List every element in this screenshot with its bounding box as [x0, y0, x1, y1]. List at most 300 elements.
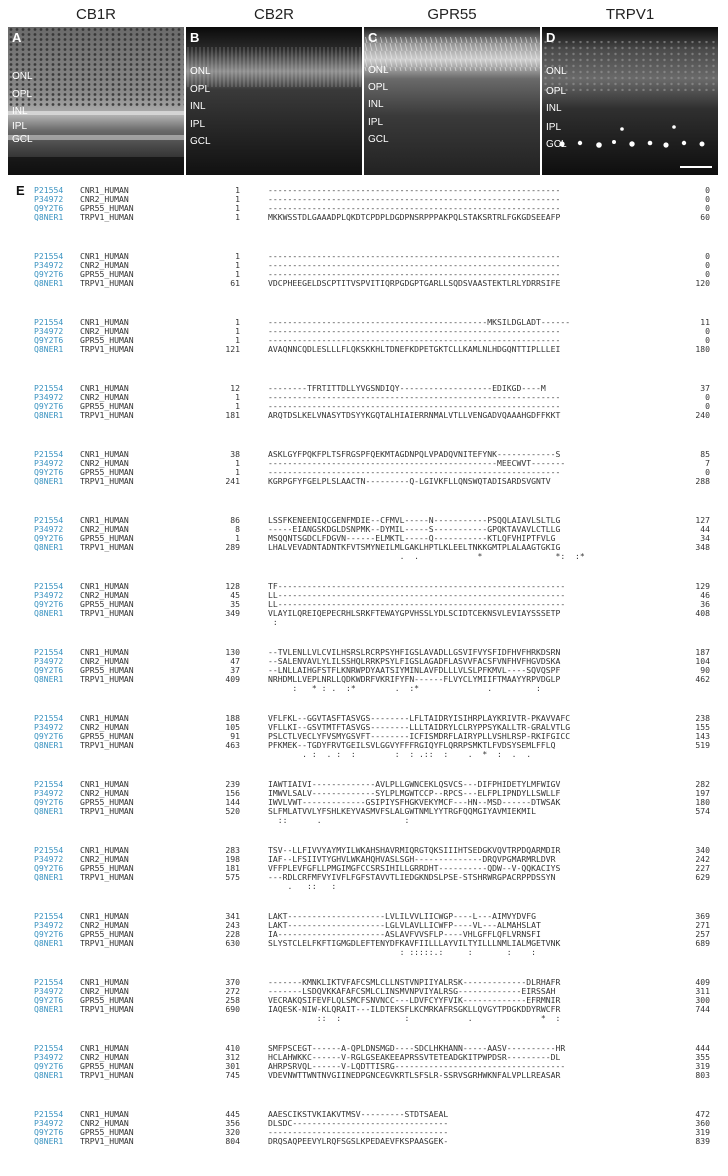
conservation-symbols: . . * *: :*	[268, 551, 585, 561]
alignment-block	[34, 648, 724, 714]
start-position: 341	[225, 911, 240, 921]
sequence: ---------------------------------------------MKSILDGLADT------	[268, 317, 571, 327]
sequence: VFLFKL--GGVTASFTASVGS--------LFLTAIDRYISIHRPLAYKRIVTR-PKAVVAFC	[268, 713, 571, 723]
layer-label-gcl: GCL	[546, 139, 567, 150]
sequence: ------------------------------------------------------------	[268, 260, 561, 270]
conservation-line	[34, 222, 724, 231]
conservation-line	[34, 816, 724, 825]
accession-link: Q8NER1	[34, 212, 64, 222]
accession-link: P34972	[34, 194, 64, 204]
sequence: ------------------------------------------------------------	[268, 203, 561, 213]
start-position: 1	[235, 212, 240, 222]
accession-link: P21554	[34, 251, 64, 261]
sequence: --LNLLAIHGFSTFLKNRWPDYAATSIYMINLAVFDLLLVLSLPFKMVL----SQVQSPF	[268, 665, 561, 675]
sequence: LHALVEVADNTADNTKFVTSMYNEILMLGAKLHPTLKLEELTNKKGMTPLALAAGTGKIG	[268, 542, 561, 552]
accession-link: P34972	[34, 920, 64, 930]
panel-letter-c: C	[368, 30, 378, 45]
end-position: 0	[705, 326, 710, 336]
sequence: --SALENVAVLYLILSSHQLRRKPSYLFIGSLAGADFLASVVFACSFVNFHVFHGVDSKA	[268, 656, 561, 666]
sequence: VLAYILQREIQEPECRHLSRKFTEWAYGPVHSSLYDLSCIDTCEKNSVLEVIAYSSSETP	[268, 608, 561, 618]
layer-label-opl: OPL	[368, 82, 389, 93]
end-position: 340	[695, 845, 710, 855]
conservation-line	[34, 486, 724, 495]
start-position: 37	[230, 665, 240, 675]
end-position: 574	[695, 806, 710, 816]
accession-link: P34972	[34, 788, 64, 798]
sequence: -------KMNKLIKTVFAFCSMLCLLNSTVNPIIYALRSK-------------DLRHAFR	[268, 977, 561, 987]
sequence: ---RDLCRFMFVYIVFLFGFSTAVVTLIEDGKNDSLPSE-STSHRWRGPACRPPDSSYN	[268, 872, 556, 882]
start-position: 1	[235, 260, 240, 270]
accession-link: Q8NER1	[34, 740, 64, 750]
protein-name: TRPV1_HUMAN	[80, 806, 134, 816]
protein-name: TRPV1_HUMAN	[80, 872, 134, 882]
end-position: 155	[695, 722, 710, 732]
alignment-row	[34, 1137, 724, 1146]
layer-label-onl: ONL	[368, 65, 389, 76]
conservation-line	[34, 750, 724, 759]
protein-name: CNR1_HUMAN	[80, 581, 129, 591]
conservation-symbols: : :::::.: : : :	[268, 947, 537, 957]
accession-link: P34972	[34, 656, 64, 666]
start-position: 1	[235, 251, 240, 261]
sequence: -------------------------------------	[268, 1127, 449, 1137]
accession-link: P34972	[34, 326, 64, 336]
start-position: 130	[225, 647, 240, 657]
sequence: VECRAKQSIFEVFLQLSMCFSNVNCC---LDVFCYYFVIK-------------EFRMNIR	[268, 995, 561, 1005]
start-position: 1	[235, 185, 240, 195]
sequence: SLFMLATVVLYFSHLKEYVASMVFSLALGWTNMLYYTRGFQQMGIYAVMIEKMIL	[268, 806, 537, 816]
end-position: 240	[695, 410, 710, 420]
accession-link: P21554	[34, 515, 64, 525]
end-position: 227	[695, 863, 710, 873]
accession-link: P34972	[34, 986, 64, 996]
start-position: 128	[225, 581, 240, 591]
sequence: HCLAHWKKC------V-RGLGSEAKEEAPRSSVTETEADGKITPWPDSR---------DL	[268, 1052, 561, 1062]
start-position: 38	[230, 449, 240, 459]
sequence: ------------------------------------------------------------	[268, 467, 561, 477]
accession-link: Q9Y2T6	[34, 335, 64, 345]
sequence: IMWVLSALV-------------SYLPLMGWTCCP--RPCS---ELFPLIPNDYLLSWLLF	[268, 788, 561, 798]
protein-name: CNR2_HUMAN	[80, 260, 129, 270]
end-position: 238	[695, 713, 710, 723]
sequence: IAWTIAIVI-------------AVLPLLGWNCEKLQSVCS---DIFPHIDETYLMFWIGV	[268, 779, 561, 789]
protein-name: CNR2_HUMAN	[80, 1118, 129, 1128]
end-position: 839	[695, 1136, 710, 1146]
sequence: -------LSDQVKKAFAFCSMLCLINSMVNPVIYALRSG-------------EIRSSAH	[268, 986, 556, 996]
accession-link: P34972	[34, 458, 64, 468]
sequence: LL-----------------------------------------------------------	[268, 590, 566, 600]
start-position: 35	[230, 599, 240, 609]
sequence: IAF--LFSIIVTYGHVLWKAHQHVASLSGH--------------DRQVPGMARMRLDVR	[268, 854, 556, 864]
sequence: --------TFRTITTDLLYVGSNDIQY-------------------EDIKGD----M	[268, 383, 546, 393]
end-position: 0	[705, 467, 710, 477]
end-position: 0	[705, 194, 710, 204]
protein-name: TRPV1_HUMAN	[80, 1136, 134, 1146]
protein-name: CNR2_HUMAN	[80, 854, 129, 864]
alignment-row	[34, 411, 724, 420]
alignment-row	[34, 345, 724, 354]
start-position: 105	[225, 722, 240, 732]
protein-name: CNR2_HUMAN	[80, 458, 129, 468]
alignment-block	[34, 186, 724, 252]
accession-link: P34972	[34, 260, 64, 270]
protein-name: TRPV1_HUMAN	[80, 674, 134, 684]
start-position: 1	[235, 194, 240, 204]
protein-name: TRPV1_HUMAN	[80, 278, 134, 288]
start-position: 188	[225, 713, 240, 723]
start-position: 575	[225, 872, 240, 882]
accession-link: Q9Y2T6	[34, 929, 64, 939]
layer-label-onl: ONL	[12, 71, 33, 82]
layer-label-ipl: IPL	[12, 121, 28, 132]
sequence: ------------------------------------------------------------	[268, 269, 561, 279]
protein-name: TRPV1_HUMAN	[80, 740, 134, 750]
sequence: AVAQNNCQDLESLLLFLQKSKKHLTDNEFKDPETGKTCLLKAMLNLHDGQNTTIPLLLEI	[268, 344, 561, 354]
start-position: 272	[225, 986, 240, 996]
conservation-line	[34, 354, 724, 363]
alignment-row	[34, 609, 724, 618]
end-position: 689	[695, 938, 710, 948]
end-position: 7	[705, 458, 710, 468]
micrograph-panel-a	[8, 27, 184, 175]
protein-name: TRPV1_HUMAN	[80, 938, 134, 948]
conservation-symbols: : * : . :* . :* . :	[268, 683, 566, 693]
alignment-row	[34, 477, 724, 486]
sequence: -----------------------------------------------MEECWVT-------	[268, 458, 566, 468]
layer-label-ipl: IPL	[190, 119, 206, 130]
accession-link: Q9Y2T6	[34, 665, 64, 675]
end-position: 462	[695, 674, 710, 684]
alignment-row	[34, 873, 724, 882]
start-position: 1	[235, 401, 240, 411]
protein-name: TRPV1_HUMAN	[80, 1070, 134, 1080]
start-position: 144	[225, 797, 240, 807]
accession-link: Q8NER1	[34, 344, 64, 354]
protein-name: GPR55_HUMAN	[80, 665, 134, 675]
start-position: 258	[225, 995, 240, 1005]
conservation-symbols: . :: :	[268, 881, 337, 891]
protein-name: CNR1_HUMAN	[80, 251, 129, 261]
sequence: SMFPSCEGT------A-QPLDNSMGD----SDCLHKHANN-----AASV----------HR	[268, 1043, 566, 1053]
accession-link: Q8NER1	[34, 1004, 64, 1014]
end-position: 143	[695, 731, 710, 741]
end-position: 744	[695, 1004, 710, 1014]
conservation-line	[34, 618, 724, 627]
start-position: 349	[225, 608, 240, 618]
end-position: 46	[700, 590, 710, 600]
start-position: 1	[235, 392, 240, 402]
accession-link: P21554	[34, 1043, 64, 1053]
end-position: 60	[700, 212, 710, 222]
protein-name: CNR2_HUMAN	[80, 392, 129, 402]
accession-link: Q8NER1	[34, 608, 64, 618]
sequence: ------------------------------------------------------------	[268, 335, 561, 345]
accession-link: Q9Y2T6	[34, 401, 64, 411]
sequence: --TVLENLLVLCVILHSRSLRCRPSYHFIGSLAVADLLGSVIFVYSFIDFHVFHRKDSRN	[268, 647, 561, 657]
accession-link: Q9Y2T6	[34, 599, 64, 609]
end-position: 319	[695, 1127, 710, 1137]
micrograph-panel-b	[186, 27, 362, 175]
start-position: 121	[225, 344, 240, 354]
alignment-row	[34, 279, 724, 288]
start-position: 370	[225, 977, 240, 987]
column-title-trpv1: TRPV1	[605, 6, 655, 23]
alignment-block	[34, 1044, 724, 1110]
accession-link: P21554	[34, 581, 64, 591]
alignment-block	[34, 318, 724, 384]
protein-name: GPR55_HUMAN	[80, 929, 134, 939]
micrograph-panel-c	[364, 27, 540, 175]
accession-link: P21554	[34, 977, 64, 987]
protein-name: TRPV1_HUMAN	[80, 476, 134, 486]
retina-stain-image	[542, 27, 718, 175]
layer-label-inl: INL	[190, 101, 206, 112]
accession-link: P34972	[34, 854, 64, 864]
protein-name: CNR1_HUMAN	[80, 779, 129, 789]
start-position: 1	[235, 326, 240, 336]
start-position: 181	[225, 863, 240, 873]
alignment-block	[34, 450, 724, 516]
end-position: 282	[695, 779, 710, 789]
accession-link: Q9Y2T6	[34, 797, 64, 807]
alignment-block	[34, 780, 724, 846]
end-position: 519	[695, 740, 710, 750]
accession-link: P21554	[34, 911, 64, 921]
sequence: IAQESK-NIW-KLQRAIT---ILDTEKSFLKCMRKAFRSGKLLQVGYTPDGKDDYRWCFR	[268, 1004, 561, 1014]
end-position: 44	[700, 524, 710, 534]
start-position: 1	[235, 467, 240, 477]
end-position: 242	[695, 854, 710, 864]
accession-link: P21554	[34, 779, 64, 789]
sequence: AHRPSRVQL------V-LQDTTISRG-----------------------------------	[268, 1061, 566, 1071]
start-position: 91	[230, 731, 240, 741]
sequence: ARQTDSLKELVNASYTDSYYKGQTALHIAIERRNMALVTLLVENGADVQAAAHGDFFKKT	[268, 410, 561, 420]
start-position: 12	[230, 383, 240, 393]
protein-name: GPR55_HUMAN	[80, 599, 134, 609]
scale-bar	[680, 166, 712, 168]
layer-label-opl: OPL	[546, 86, 567, 97]
end-position: 360	[695, 1118, 710, 1128]
alignment-block	[34, 714, 724, 780]
start-position: 239	[225, 779, 240, 789]
start-position: 690	[225, 1004, 240, 1014]
layer-label-inl: INL	[368, 99, 384, 110]
sequence: LL-----------------------------------------------------------	[268, 599, 566, 609]
accession-link: Q9Y2T6	[34, 731, 64, 741]
layer-label-gcl: GCL	[12, 134, 33, 145]
layer-label-onl: ONL	[546, 66, 567, 77]
protein-name: CNR2_HUMAN	[80, 656, 129, 666]
start-position: 745	[225, 1070, 240, 1080]
alignment-block	[34, 912, 724, 978]
protein-name: CNR1_HUMAN	[80, 383, 129, 393]
protein-name: CNR2_HUMAN	[80, 986, 129, 996]
start-position: 410	[225, 1043, 240, 1053]
end-position: 197	[695, 788, 710, 798]
end-position: 0	[705, 185, 710, 195]
accession-link: Q9Y2T6	[34, 1061, 64, 1071]
sequence: NRHDMLLVEPLNRLLQDKWDRFVKRIFYFN------FLVYCLYMIIFTMAAYYRPVDGLP	[268, 674, 561, 684]
accession-link: Q9Y2T6	[34, 203, 64, 213]
sequence: IA----------------------ASLAVFVVSFLP----VHLGFFLQFLVRNSFI	[268, 929, 541, 939]
end-position: 187	[695, 647, 710, 657]
accession-link: Q8NER1	[34, 476, 64, 486]
protein-name: CNR1_HUMAN	[80, 1043, 129, 1053]
conservation-line	[34, 1146, 724, 1155]
accession-link: P21554	[34, 317, 64, 327]
end-position: 129	[695, 581, 710, 591]
accession-link: P34972	[34, 392, 64, 402]
accession-link: P21554	[34, 647, 64, 657]
alignment-block	[34, 978, 724, 1044]
end-position: 300	[695, 995, 710, 1005]
end-position: 803	[695, 1070, 710, 1080]
end-position: 11	[700, 317, 710, 327]
conservation-line	[34, 684, 724, 693]
start-position: 1	[235, 335, 240, 345]
accession-link: P34972	[34, 1118, 64, 1128]
column-title-cb1r: CB1R	[75, 6, 116, 23]
sequence: DRQSAQPEEVYLRQFSGSLKPEDAEVFKSPAASGEK-	[268, 1136, 449, 1146]
protein-name: CNR1_HUMAN	[80, 647, 129, 657]
alignment-block	[34, 1110, 724, 1176]
conservation-line	[34, 1080, 724, 1089]
start-position: 47	[230, 656, 240, 666]
end-position: 180	[695, 797, 710, 807]
column-titles	[8, 6, 720, 28]
panel-letter-b: B	[190, 30, 200, 45]
retina-stain-image	[8, 27, 184, 175]
protein-name: GPR55_HUMAN	[80, 1127, 134, 1137]
start-position: 804	[225, 1136, 240, 1146]
protein-name: CNR1_HUMAN	[80, 977, 129, 987]
end-position: 355	[695, 1052, 710, 1062]
start-position: 630	[225, 938, 240, 948]
accession-link: Q8NER1	[34, 806, 64, 816]
protein-name: CNR1_HUMAN	[80, 1109, 129, 1119]
alignment-block	[34, 582, 724, 648]
protein-name: GPR55_HUMAN	[80, 467, 134, 477]
accession-link: Q9Y2T6	[34, 995, 64, 1005]
end-position: 127	[695, 515, 710, 525]
start-position: 356	[225, 1118, 240, 1128]
conservation-symbols: :	[268, 617, 278, 627]
sequence: ------------------------------------------------------------	[268, 392, 561, 402]
protein-name: GPR55_HUMAN	[80, 269, 134, 279]
end-position: 409	[695, 977, 710, 987]
end-position: 319	[695, 1061, 710, 1071]
end-position: 0	[705, 335, 710, 345]
protein-name: TRPV1_HUMAN	[80, 212, 134, 222]
sequence: ------------------------------------------------------------	[268, 194, 561, 204]
accession-link: Q9Y2T6	[34, 863, 64, 873]
end-position: 444	[695, 1043, 710, 1053]
end-position: 0	[705, 203, 710, 213]
start-position: 283	[225, 845, 240, 855]
sequence: ASKLGYFPQKFPLTSFRGSPFQEKMTAGDNPQLVPADQVNITEFYNK------------S	[268, 449, 561, 459]
start-position: 320	[225, 1127, 240, 1137]
protein-name: TRPV1_HUMAN	[80, 410, 134, 420]
sequence: IWVLVWT-------------GSIPIYSFHGKVEKYMCF---HN--MSD------DTWSAK	[268, 797, 561, 807]
sequence: ------------------------------------------------------------	[268, 185, 561, 195]
accession-link: P21554	[34, 383, 64, 393]
sequence: VFFPLEVFGFLLPMGIMGFCCSRSIHILLGRRDHT----------QDW--V-QQKACIYS	[268, 863, 561, 873]
accession-link: Q8NER1	[34, 1070, 64, 1080]
end-position: 85	[700, 449, 710, 459]
start-position: 241	[225, 476, 240, 486]
conservation-symbols: :: : : . * :	[268, 1013, 561, 1023]
protein-name: CNR2_HUMAN	[80, 194, 129, 204]
end-position: 0	[705, 392, 710, 402]
start-position: 8	[235, 524, 240, 534]
end-position: 311	[695, 986, 710, 996]
sequence-alignment	[34, 186, 724, 1176]
start-position: 463	[225, 740, 240, 750]
start-position: 1	[235, 269, 240, 279]
end-position: 348	[695, 542, 710, 552]
end-position: 408	[695, 608, 710, 618]
panel-letter-e: E	[16, 183, 25, 198]
sequence: VDCPHEEGELDSCPTITVSPVITIQRPGDGPTGARLLSQDSVAASTEKTLRLYDRRSIFE	[268, 278, 561, 288]
accession-link: Q8NER1	[34, 542, 64, 552]
accession-link: P34972	[34, 590, 64, 600]
protein-name: CNR2_HUMAN	[80, 1052, 129, 1062]
conservation-symbols: :: . :	[268, 815, 410, 825]
start-position: 312	[225, 1052, 240, 1062]
start-position: 1	[235, 317, 240, 327]
start-position: 45	[230, 590, 240, 600]
sequence: PFKMEK--TGDYFRVTGEILSVLGGVYFFFRGIQYFLQRRPSMKTLFVDSYSEMLFFLQ	[268, 740, 556, 750]
accession-link: P21554	[34, 713, 64, 723]
column-title-gpr55: GPR55	[427, 6, 477, 23]
accession-link: P34972	[34, 1052, 64, 1062]
start-position: 1	[235, 203, 240, 213]
alignment-row	[34, 213, 724, 222]
end-position: 34	[700, 533, 710, 543]
sequence: LSSFKENEENIQCGENFMDIE--CFMVL-----N-----------PSQQLAIAVLSLTLG	[268, 515, 561, 525]
end-position: 271	[695, 920, 710, 930]
micrograph-panel-d	[542, 27, 718, 175]
end-position: 0	[705, 401, 710, 411]
panel-letter-a: A	[12, 30, 22, 45]
layer-label-gcl: GCL	[190, 136, 211, 147]
accession-link: Q8NER1	[34, 410, 64, 420]
protein-name: TRPV1_HUMAN	[80, 1004, 134, 1014]
protein-name: TRPV1_HUMAN	[80, 608, 134, 618]
start-position: 1	[235, 458, 240, 468]
protein-name: CNR2_HUMAN	[80, 524, 129, 534]
sequence: VDEVNWTTWNTNVGIINEDPGNCEGVKRTLSFSLR-SSRVSGRHWKNFALVPLLREASAR	[268, 1070, 561, 1080]
accession-link: Q9Y2T6	[34, 533, 64, 543]
protein-name: GPR55_HUMAN	[80, 731, 134, 741]
protein-name: CNR1_HUMAN	[80, 845, 129, 855]
layer-label-gcl: GCL	[368, 134, 389, 145]
sequence: LAKT--------------------LVLILVVLIICWGP----L---AIMVYDVFG	[268, 911, 537, 921]
alignment-block	[34, 516, 724, 582]
protein-name: CNR1_HUMAN	[80, 911, 129, 921]
end-position: 288	[695, 476, 710, 486]
protein-name: CNR2_HUMAN	[80, 920, 129, 930]
sequence: AAESCIKSTVKIAKVTMSV---------STDTSAEAL	[268, 1109, 449, 1119]
accession-link: Q9Y2T6	[34, 1127, 64, 1137]
accession-link: P21554	[34, 449, 64, 459]
start-position: 445	[225, 1109, 240, 1119]
alignment-block	[34, 384, 724, 450]
accession-link: Q8NER1	[34, 938, 64, 948]
layer-label-inl: INL	[546, 103, 562, 114]
sequence: DLSDC--------------------------------	[268, 1118, 449, 1128]
protein-name: CNR1_HUMAN	[80, 713, 129, 723]
